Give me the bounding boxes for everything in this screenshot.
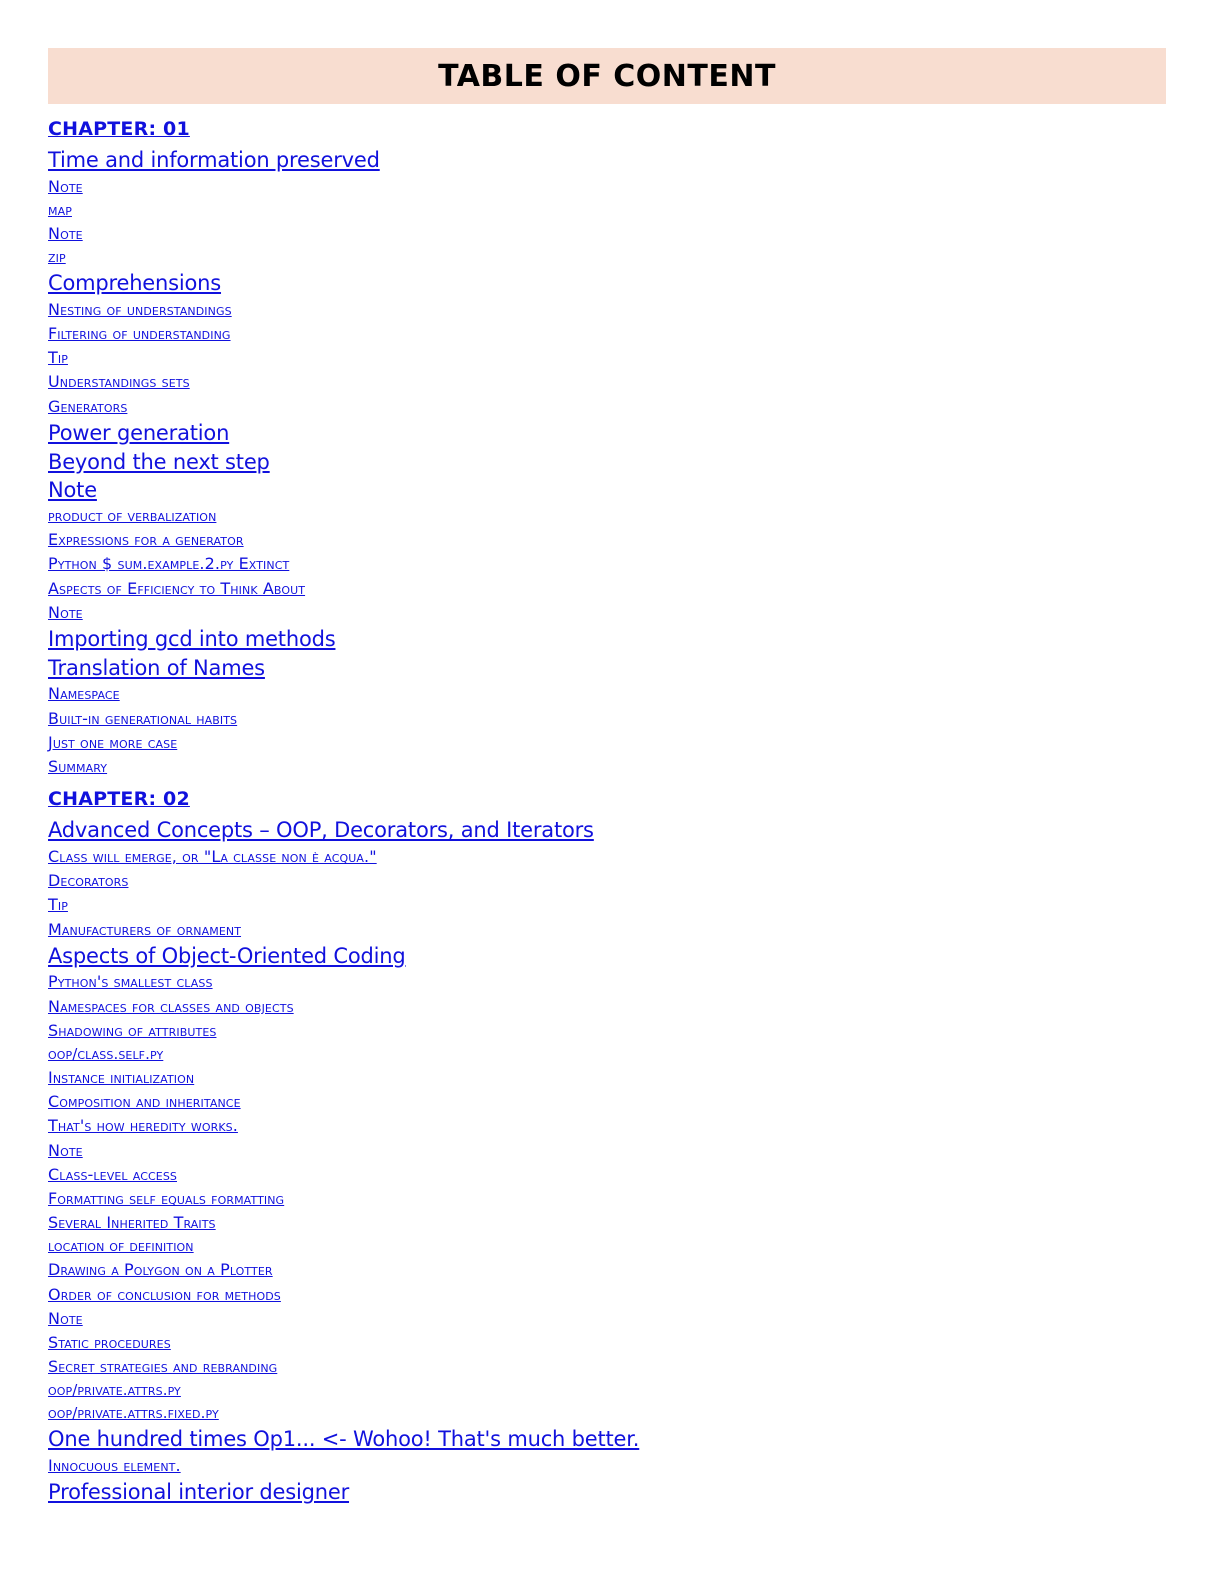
toc-entry[interactable]: Note [48, 1140, 83, 1160]
toc-entry[interactable]: Aspects of Efficiency to Think About [48, 578, 306, 598]
toc-entry[interactable]: Filtering of understanding [48, 324, 231, 344]
toc-entry[interactable]: One hundred times Op1... <- Wohoo! That's much better. [48, 1427, 640, 1452]
toc-entry[interactable]: Advanced Concepts – OOP, Decorators, and Iterators [48, 818, 594, 843]
toc-entry[interactable]: Manufacturers of ornament [48, 919, 242, 939]
toc-entry[interactable]: Expressions for a generator [48, 530, 244, 550]
page-title: TABLE OF CONTENT [438, 58, 776, 94]
toc-entry[interactable]: map [48, 200, 72, 219]
toc-entry[interactable]: Namespaces for classes and objects [48, 996, 294, 1016]
toc-entry[interactable]: Tip [48, 895, 68, 915]
toc-entry[interactable]: That's how heredity works. [48, 1116, 238, 1136]
toc-entry[interactable]: oop/class.self.py [48, 1045, 164, 1064]
toc-entry[interactable]: location of definition [48, 1237, 194, 1256]
toc-entry[interactable]: zip [48, 248, 66, 267]
toc-entry[interactable]: Python's smallest class [48, 972, 213, 992]
toc-entry[interactable]: Order of conclusion for methods [48, 1284, 281, 1304]
toc-entry[interactable]: Composition and inheritance [48, 1092, 241, 1112]
toc-entry[interactable]: oop/private.attrs.fixed.py [48, 1404, 219, 1423]
toc-entry[interactable]: Static procedures [48, 1332, 171, 1352]
toc-entry[interactable]: Just one more case [48, 732, 178, 752]
toc-entry[interactable]: Summary [48, 756, 108, 776]
toc-entry[interactable]: Note [48, 223, 83, 243]
toc-entry[interactable]: Professional interior designer [48, 1480, 350, 1505]
toc-entry[interactable]: Shadowing of attributes [48, 1020, 217, 1040]
toc-entry[interactable]: Tip [48, 348, 68, 368]
toc-entry[interactable]: Class will emerge, or "La classe non è acqua." [48, 846, 377, 866]
toc-entry[interactable]: Note [48, 602, 83, 622]
toc-entry[interactable]: Importing gcd into methods [48, 626, 336, 651]
toc-entry[interactable]: Nesting of understandings [48, 299, 232, 319]
toc-entry[interactable]: Built-in generational habits [48, 708, 238, 728]
toc-entry[interactable]: Beyond the next step [48, 449, 270, 474]
toc-entry[interactable]: Note [48, 478, 97, 503]
toc-entry[interactable]: oop/private.attrs.py [48, 1381, 181, 1400]
toc-entry[interactable]: Comprehensions [48, 271, 222, 296]
toc-entry[interactable]: Class-level access [48, 1164, 177, 1184]
toc-entry[interactable]: Several Inherited Traits [48, 1213, 216, 1233]
toc-entry[interactable]: Instance initialization [48, 1068, 195, 1088]
toc-chapter-heading[interactable]: CHAPTER: 02 [48, 788, 190, 811]
toc-entry[interactable]: Drawing a Polygon on a Plotter [48, 1260, 273, 1280]
toc-entry[interactable]: Generators [48, 396, 128, 416]
toc-entry[interactable]: Innocuous element. [48, 1456, 181, 1476]
toc-entry[interactable]: Decorators [48, 871, 129, 891]
toc-entry[interactable]: Note [48, 176, 83, 196]
toc-entry[interactable]: Python $ sum.example.2.py Extinct [48, 554, 290, 574]
toc-entry[interactable]: product of verbalization [48, 507, 217, 526]
toc-entry[interactable]: Power generation [48, 420, 230, 445]
toc-entry[interactable]: Secret strategies and rebranding [48, 1357, 278, 1377]
toc-entry[interactable]: Understandings sets [48, 372, 190, 392]
toc-chapter-heading[interactable]: CHAPTER: 01 [48, 118, 190, 140]
page-title-bar [48, 48, 1166, 104]
toc-entry[interactable]: Time and information preserved [48, 148, 380, 172]
toc-entry[interactable]: Note [48, 1308, 83, 1328]
toc-entry[interactable]: Translation of Names [48, 655, 265, 680]
toc-entry[interactable]: Formatting self equals formatting [48, 1188, 285, 1208]
toc-entry[interactable]: Namespace [48, 684, 120, 704]
toc-entry[interactable]: Aspects of Object-Oriented Coding [48, 943, 406, 968]
table-of-contents [48, 120, 1176, 1505]
